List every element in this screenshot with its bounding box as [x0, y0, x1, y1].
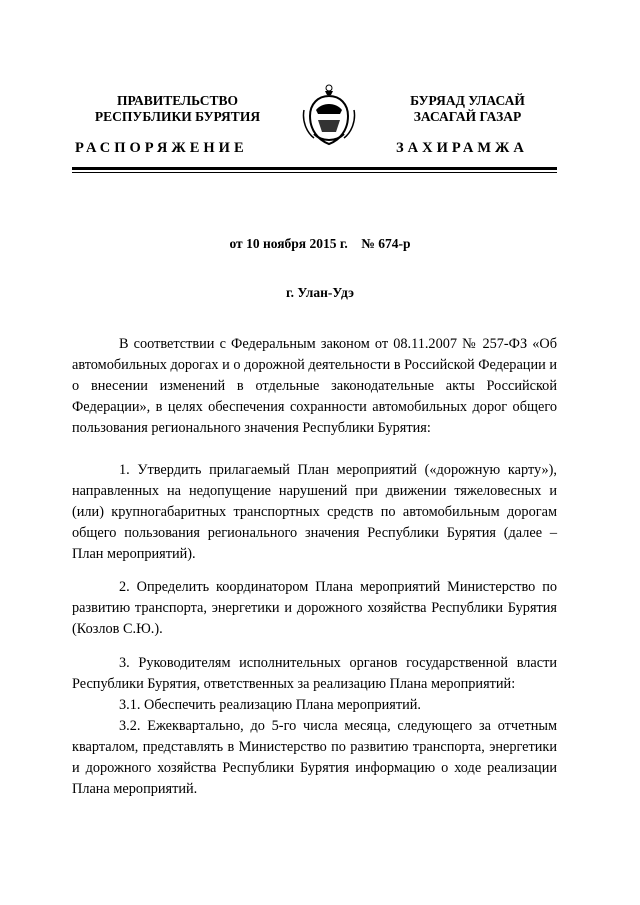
item-1-paragraph: 1. Утвердить прилагаемый План мероприятий («дорожную карту»), направленных на недопущение нарушений при движении тяжеловесных и (или) крупногабаритных транспортных средств по автомобильным дорогам общего пользования регионального значения Республики Бурятия (далее – План мероприятий). [72, 462, 557, 562]
document-date-number: от 10 ноября 2015 г. № 674-р [229, 236, 411, 251]
org-name-bur-line1: БУРЯАД УЛАСАЙ [410, 93, 525, 108]
org-name-ru-line2: РЕСПУБЛИКИ БУРЯТИЯ [94, 109, 261, 124]
item-3-1-paragraph: 3.1. Обеспечить реализацию Плана мероприятий. [119, 697, 421, 713]
doc-type-ru: РАСПОРЯЖЕНИЕ [75, 140, 248, 156]
coat-of-arms-icon [296, 80, 362, 150]
header-right [390, 93, 545, 125]
item-3-paragraph: 3. Руководителям исполнительных органов государственной власти Республики Бурятия, ответственных за реализацию Плана мероприятий: [72, 655, 557, 692]
header-divider-thin [72, 172, 557, 173]
org-name-bur-line2: ЗАСАГАЙ ГАЗАР [413, 109, 522, 124]
preamble-paragraph: В соответствии с Федеральным законом от 08.11.2007 № 257-ФЗ «Об автомобильных дорогах и о дорожной деятельности в Российской Федерации и о внесении изменений в отдельные законодательные акты Российской Федерации», в целях обеспечения сохранности автомобильных дорог общего пользования регионального значения Республики Бурятия: [72, 336, 557, 436]
item-2-paragraph: 2. Определить координатором Плана мероприятий Министерство по развитию транспорта, энергетики и дорожного хозяйства Республики Бурятия (Козлов С.Ю.). [72, 579, 557, 637]
header-divider [72, 167, 557, 170]
header-left [60, 93, 295, 125]
item-3-2-paragraph: 3.2. Ежеквартально, до 5-го числа месяца, следующего за отчетным кварталом, представлять в Министерство по развитию транспорта, энергетики и дорожного хозяйства Республики Бурятия информацию о ходе реализации Плана мероприятий. [72, 718, 557, 797]
document-city: г. Улан-Удэ [286, 285, 354, 300]
org-name-ru-line1: ПРАВИТЕЛЬСТВО [116, 93, 238, 108]
doc-type-bur: ЗАХИРАМЖА [396, 140, 528, 156]
